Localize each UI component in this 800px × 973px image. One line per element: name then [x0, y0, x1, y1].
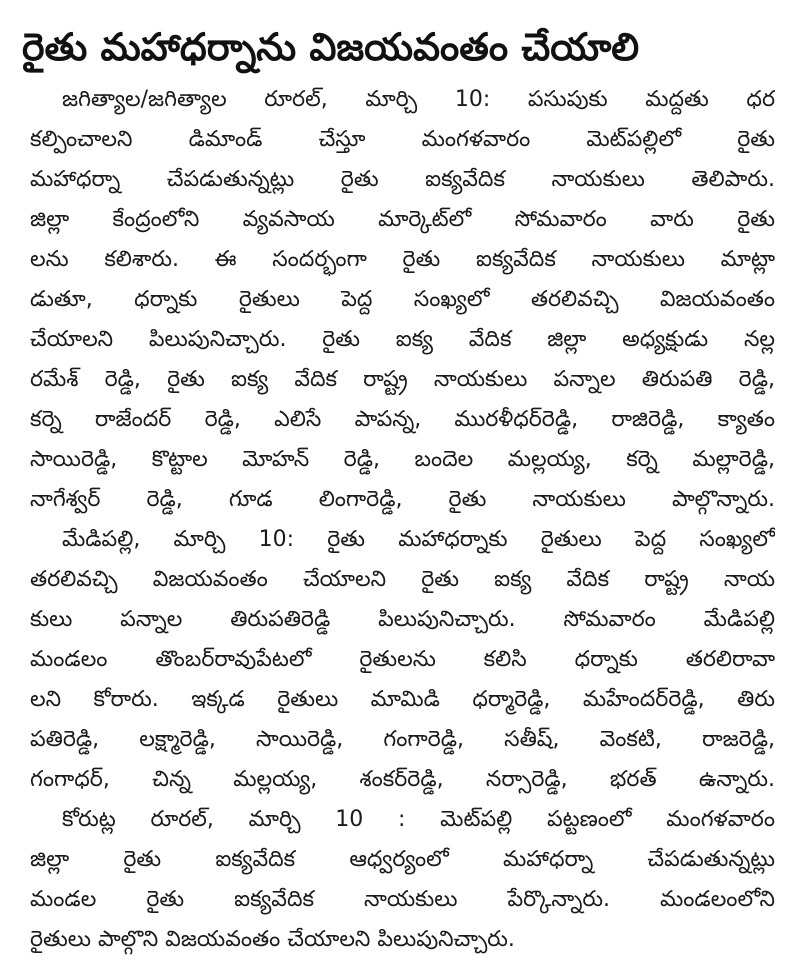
article-line: కోరుట్ల రూరల్, మార్చి 10 : మెట్‌పల్లి పట్టణంలో మంగళవారం [62, 807, 775, 832]
article-headline: రైతు మహాధర్నాను విజయవంతం చేయాలి [22, 25, 640, 69]
article-line: సాయిరెడ్డి, కొట్టాల మోహన్ రెడ్డి, బందెల మల్లయ్య, కర్నె మల్లారెడ్డి, [30, 447, 775, 472]
article-line: జిల్లా కేంద్రంలోని వ్యవసాయ మార్కెట్‌లో సోమవారం వారు రైతు [30, 207, 775, 232]
article-line: లని కోరారు. ఇక్కడ రైతులు మామిడి ధర్మారెడ్డి, మహేందర్‌రెడ్డి, తిరు [30, 687, 775, 712]
article-line: డుతూ, ధర్నాకు రైతులు పెద్ద సంఖ్యలో తరలివచ్చి విజయవంతం [30, 287, 775, 312]
article-line: చేయాలని పిలుపునిచ్చారు. రైతు ఐక్య వేదిక జిల్లా అధ్యక్షుడు నల్ల [30, 327, 775, 352]
article-line: జగిత్యాల/జగిత్యాల రూరల్, మార్చి 10: పసుపుకు మద్దతు ధర [62, 87, 775, 112]
article-line: మహాధర్నా చేపడుతున్నట్లు రైతు ఐక్యవేదిక నాయకులు తెలిపారు. [30, 167, 775, 192]
article-line: కులు పన్నాల తిరుపతిరెడ్డి పిలుపునిచ్చారు. సోమవారం మేడిపల్లి [30, 607, 775, 632]
article-line: గంగాధర్, చిన్న మల్లయ్య, శంకర్‌రెడ్డి, నర్సారెడ్డి, భరత్ ఉన్నారు. [30, 767, 775, 792]
article-body [30, 80, 775, 960]
article-line: మేడిపల్లి, మార్చి 10: రైతు మహాధర్నాకు రైతులు పెద్ద సంఖ్యలో [62, 527, 775, 552]
article-line: జిల్లా రైతు ఐక్యవేదిక ఆధ్వర్యంలో మహాధర్నా చేపడుతున్నట్లు [30, 847, 775, 872]
article-line: రైతులు పాల్గొని విజయవంతం చేయాలని పిలుపునిచ్చారు. [30, 927, 515, 952]
article-line: మండలం తొంబర్‌రావుపేటలో రైతులను కలిసి ధర్నాకు తరలిరావా [30, 647, 775, 672]
article-line: లను కలిశారు. ఈ సందర్భంగా రైతు ఐక్యవేదిక నాయకులు మాట్లా [30, 247, 775, 272]
article-line: పతిరెడ్డి, లక్ష్మారెడ్డి, సాయిరెడ్డి, గంగారెడ్డి, సతీష్, వెంకటి, రాజరెడ్డి, [30, 727, 775, 752]
article-line: నాగేశ్వర్ రెడ్డి, గూడ లింగారెడ్డి, రైతు నాయకులు పాల్గొన్నారు. [30, 487, 775, 512]
article-line: కల్పించాలని డిమాండ్ చేస్తూ మంగళవారం మెట్‌పల్లిలో రైతు [30, 127, 775, 152]
article-line: రమేశ్ రెడ్డి, రైతు ఐక్య వేదిక రాష్ట్ర నాయకులు పన్నాల తిరుపతి రెడ్డి, [30, 367, 775, 392]
article-line: కర్నె రాజేందర్ రెడ్డి, ఎలిసే పాపన్న, మురళీధర్‌రెడ్డి, రాజిరెడ్డి, క్యాతం [30, 407, 775, 432]
article-line: మండల రైతు ఐక్యవేదిక నాయకులు పేర్కొన్నారు. మండలంలోని [30, 887, 775, 912]
article-line: తరలివచ్చి విజయవంతం చేయాలని రైతు ఐక్య వేదిక రాష్ట్ర నాయ [30, 567, 775, 592]
